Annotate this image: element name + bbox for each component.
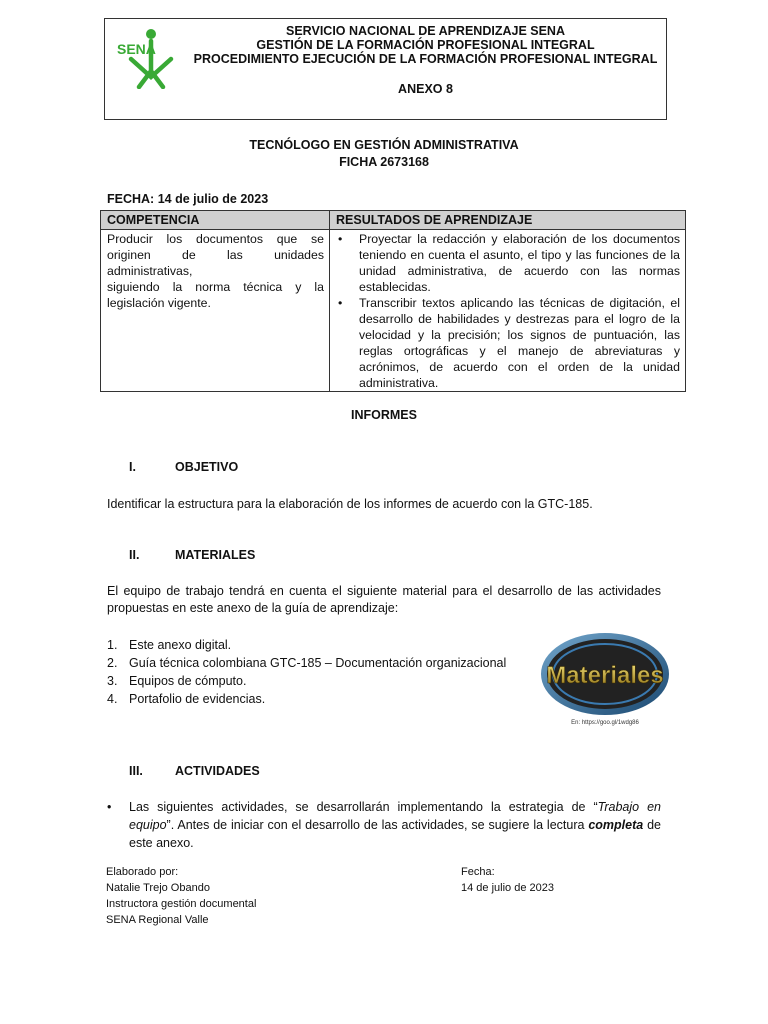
document-header	[104, 18, 667, 120]
list-item: • Transcribir textos aplicando las técnicas de digitación, el desarrollo de habilidades y destrezas para el logro de la velocidad y la precisión; los signos de puntuación, las reglas ortográficas y el manejo de abreviaturas y acrónimos, de acuerdo con el orden de la unidad administrativa.	[338, 296, 680, 390]
footer-date	[461, 864, 554, 896]
list-item: 4. Portafolio de evidencias.	[107, 692, 266, 706]
header-line-2: GESTIÓN DE LA FORMACIÓN PROFESIONAL INTEGRAL	[256, 38, 595, 52]
competencia-text-2: siguiendo la norma técnica y la legislación vigente.	[107, 280, 324, 310]
actividades-text: • Las siguientes actividades, se desarrollarán implementando la estrategia de “Trabajo en equipo”. Antes de iniciar con el desarrollo de las actividades, se sugiere la lectura completa de este anexo.	[107, 800, 661, 850]
svg-text:En: https://goo.gl/1wdg86: En: https://goo.gl/1wdg86	[571, 720, 639, 726]
section-num-materiales: II.	[129, 548, 140, 562]
list-item: 1. Este anexo digital.	[107, 638, 232, 652]
resultados-list	[336, 231, 680, 391]
header-line-3: PROCEDIMIENTO EJECUCIÓN DE LA FORMACIÓN PROFESIONAL INTEGRAL	[193, 52, 658, 66]
materiales-list	[107, 636, 525, 708]
objetivo-text: Identificar la estructura para la elaboración de los informes de acuerdo con la GTC-185.	[107, 497, 593, 511]
svg-text:SENA: SENA	[117, 41, 156, 57]
section-title-materiales: MATERIALES	[175, 548, 256, 562]
materiales-text: El equipo de trabajo tendrá en cuenta el siguiente material para el desarrollo de las actividades propuestas en este anexo de la guía de aprendizaje:	[107, 584, 661, 615]
footer-author	[106, 864, 256, 928]
section-num-objetivo: I.	[129, 460, 136, 474]
program-title	[0, 137, 768, 171]
column-header-resultados: RESULTADOS DE APRENDIZAJE	[330, 211, 686, 230]
sena-logo	[117, 27, 179, 89]
header-line-4: ANEXO 8	[398, 82, 453, 96]
table-row	[101, 230, 686, 392]
resultados-cell	[330, 230, 686, 392]
list-item: 2. Guía técnica colombiana GTC-185 – Documentación organizacional	[107, 656, 507, 670]
competencia-cell	[101, 230, 330, 392]
fecha-footer-value: 14 de julio de 2023	[461, 882, 554, 894]
table-header-row	[101, 211, 686, 230]
author-name: Natalie Trejo Obando	[106, 882, 210, 894]
bullet-icon: •	[107, 800, 112, 814]
list-item: 3. Equipos de cómputo.	[107, 674, 247, 688]
competencia-text-1: Producir los documentos que se originen de las unidades administrativas,	[107, 232, 324, 278]
author-org: SENA Regional Valle	[106, 914, 209, 926]
bullet-icon: •	[338, 232, 343, 246]
svg-text:Materiales: Materiales	[546, 662, 664, 689]
fecha-label: FECHA: 14 de julio de 2023	[107, 192, 269, 206]
elaborado-label: Elaborado por:	[106, 866, 179, 878]
materiales-image	[540, 632, 670, 728]
competencia-table	[100, 210, 686, 392]
ficha-number: FICHA 2673168	[339, 155, 429, 169]
list-item: • Proyectar la redacción y elaboración de los documentos teniendo en cuenta el asunto, el tipo y las funciones de la unidad administrativa, de acuerdo con las normas establecidas.	[338, 232, 680, 294]
program-name: TECNÓLOGO EN GESTIÓN ADMINISTRATIVA	[249, 138, 519, 152]
informes-title: INFORMES	[351, 408, 417, 422]
fecha-footer-label: Fecha:	[461, 866, 495, 878]
section-title-actividades: ACTIVIDADES	[175, 764, 260, 778]
column-header-competencia: COMPETENCIA	[101, 211, 330, 230]
section-num-actividades: III.	[129, 764, 143, 778]
header-line-1: SERVICIO NACIONAL DE APRENDIZAJE SENA	[286, 24, 565, 38]
bullet-icon: •	[338, 296, 343, 310]
author-role: Instructora gestión documental	[106, 898, 257, 910]
section-title-objetivo: OBJETIVO	[175, 460, 239, 474]
